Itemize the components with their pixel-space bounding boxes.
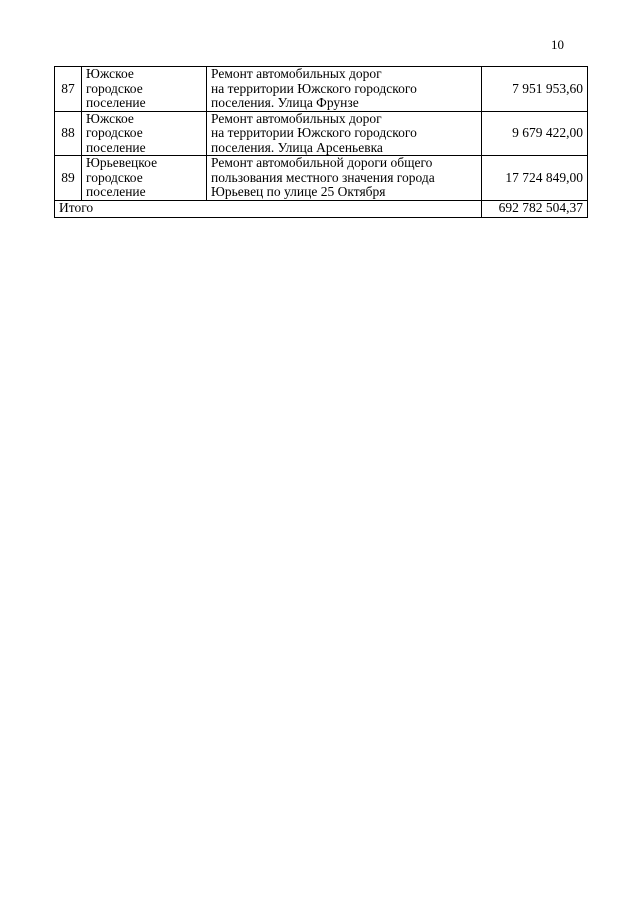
amount-cell: 17 724 849,00 bbox=[482, 156, 588, 201]
total-amount: 692 782 504,37 bbox=[482, 200, 588, 217]
row-number: 87 bbox=[55, 67, 82, 112]
municipality-line: городское bbox=[86, 169, 143, 185]
municipality-cell bbox=[82, 111, 207, 156]
row-number: 89 bbox=[55, 156, 82, 201]
municipality-line: Южское bbox=[86, 110, 134, 126]
municipality-cell bbox=[82, 67, 207, 112]
total-row bbox=[55, 200, 588, 217]
municipality-cell bbox=[82, 156, 207, 201]
amount-cell: 7 951 953,60 bbox=[482, 67, 588, 112]
municipality-line: городское bbox=[86, 80, 143, 96]
table-row bbox=[55, 156, 588, 201]
budget-table bbox=[54, 66, 588, 218]
description-line: Ремонт автомобильных дорог bbox=[211, 66, 382, 81]
total-label: Итого bbox=[55, 200, 482, 217]
municipality-line: городское bbox=[86, 125, 143, 140]
municipality-line: поселение bbox=[86, 139, 146, 155]
amount-cell: 9 679 422,00 bbox=[482, 111, 588, 156]
description-line: пользования местного значения города bbox=[211, 169, 435, 185]
description-line: Ремонт автомобильной дороги общего bbox=[211, 155, 433, 170]
description-line: поселения. Улица Фрунзе bbox=[211, 95, 359, 110]
page-number: 10 bbox=[551, 37, 564, 52]
description-cell bbox=[207, 67, 482, 112]
municipality-line: поселение bbox=[86, 95, 146, 110]
description-line: поселения. Улица Арсеньевка bbox=[211, 139, 383, 155]
description-cell bbox=[207, 111, 482, 156]
municipality-line: Южское bbox=[86, 66, 134, 81]
municipality-line: поселение bbox=[86, 184, 146, 199]
description-line: на территории Южского городского bbox=[211, 80, 417, 96]
description-line: на территории Южского городского bbox=[211, 125, 417, 140]
table-row bbox=[55, 111, 588, 156]
description-line: Ремонт автомобильных дорог bbox=[211, 110, 382, 126]
description-cell bbox=[207, 156, 482, 201]
description-line: Юрьевец по улице 25 Октября bbox=[211, 184, 386, 199]
table-row bbox=[55, 67, 588, 112]
municipality-line: Юрьевецкое bbox=[86, 155, 158, 170]
row-number: 88 bbox=[55, 111, 82, 156]
